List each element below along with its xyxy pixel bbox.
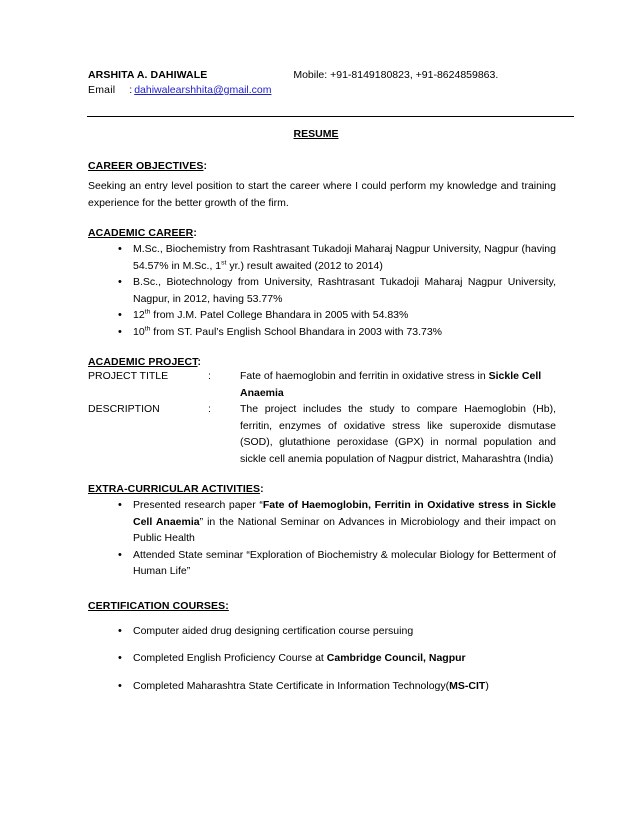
project-description-label: DESCRIPTION xyxy=(88,403,160,415)
header-divider xyxy=(87,116,574,117)
project-description-row xyxy=(88,401,558,467)
list-item xyxy=(88,274,556,307)
project-description-colon: : xyxy=(208,403,211,415)
academic-career-heading xyxy=(88,227,558,239)
page-title: RESUME xyxy=(293,128,339,140)
academic-project-heading xyxy=(88,356,558,368)
item-text-pre: Presented research paper “ xyxy=(133,499,263,511)
extra-curricular-heading xyxy=(88,483,558,495)
extra-curricular-list xyxy=(88,497,558,580)
list-item xyxy=(88,650,556,667)
header-contact-row xyxy=(88,68,558,83)
academic-career-heading-text: ACADEMIC CAREER xyxy=(88,227,194,239)
item-text-post: from J.M. Patel College Bhandara in 2005 with 54.83% xyxy=(150,309,409,321)
project-title-value-text: Fate of haemoglobin and ferritin in oxidative stress in xyxy=(240,370,489,382)
item-text-pre: M.Sc., Biochemistry from Rashtrasant Tukadoji Maharaj Nagpur University, Nagpur (having 54.57% in M.Sc., 1 xyxy=(133,243,556,272)
item-text-post: ” in the National Seminar on Advances in Microbiology and their impact on Public Health xyxy=(133,515,556,544)
academic-project-heading-colon: : xyxy=(197,356,202,368)
list-item xyxy=(88,241,556,274)
email-separator: : xyxy=(129,84,133,96)
section-certification-courses xyxy=(88,600,558,695)
candidate-name: ARSHITA A. DAHIWALE xyxy=(88,69,208,81)
item-text-pre: 10 xyxy=(133,325,145,338)
mobile-numbers: Mobile: +91-8149180823, +91-8624859863. xyxy=(293,69,499,81)
project-title-row xyxy=(88,368,558,401)
item-superscript: th xyxy=(144,325,151,332)
project-title-colon: : xyxy=(208,370,211,382)
career-objectives-heading xyxy=(88,160,558,172)
list-item xyxy=(88,623,556,640)
career-objectives-text: Seeking an entry level position to start the career where I could perform my knowledge and training experience for the better growth of the firm. xyxy=(88,180,556,209)
header-email-row xyxy=(88,83,558,98)
item-text-bold: Fate of Haemoglobin, Ferritin in Oxidative stress in Sickle Cell Anaemia xyxy=(133,499,556,528)
list-item xyxy=(88,307,556,324)
item-text-post: from ST. Paul’s English School Bhandara in 2003 with 73.73% xyxy=(150,325,443,338)
item-superscript: st xyxy=(221,259,227,266)
academic-project-heading-text: ACADEMIC PROJECT xyxy=(88,356,198,368)
certification-courses-heading xyxy=(88,600,558,612)
section-academic-career xyxy=(88,227,558,340)
certification-courses-heading-text: CERTIFICATION COURSES: xyxy=(88,599,229,612)
project-title-value-bold: Sickle Cell Anaemia xyxy=(240,370,542,399)
list-item xyxy=(88,678,556,695)
career-objectives-heading-text: CAREER OBJECTIVES xyxy=(88,160,204,172)
email-link[interactable]: dahiwalearshhita@gmail.com xyxy=(134,84,272,96)
item-text-post: ) xyxy=(485,679,489,692)
item-text-bold: MS-CIT xyxy=(449,679,486,692)
item-text-pre: B.Sc., Biotechnology from University, Rashtrasant Tukadoji Maharaj Nagpur University, Nagpur, in 2012, having 53.77% xyxy=(133,276,556,305)
extra-curricular-heading-text: EXTRA-CURRICULAR ACTIVITIES xyxy=(88,483,261,495)
academic-career-list xyxy=(88,241,558,340)
item-text-post: yr.) result awaited (2012 to 2014) xyxy=(226,259,383,272)
section-career-objectives xyxy=(88,160,558,211)
email-label: Email xyxy=(88,84,116,96)
section-academic-project xyxy=(88,356,558,467)
list-item xyxy=(88,497,556,547)
item-text-pre: Attended State seminar “Exploration of Biochemistry & molecular Biology for Betterment of Human Life” xyxy=(133,548,556,577)
item-text-pre: Completed Maharashtra State Certificate in Information Technology( xyxy=(133,679,450,692)
extra-curricular-heading-colon: : xyxy=(260,483,264,495)
section-extra-curricular xyxy=(88,483,558,580)
list-item xyxy=(88,547,556,580)
project-title-label: PROJECT TITLE xyxy=(88,370,169,382)
item-text-pre: Completed English Proficiency Course at xyxy=(133,652,327,664)
item-text-pre: 12 xyxy=(133,309,145,321)
project-title-value xyxy=(240,368,556,401)
career-objectives-heading-colon: : xyxy=(203,160,208,172)
item-text-pre: Computer aided drug designing certification course persuing xyxy=(133,624,414,637)
project-description-value: The project includes the study to compare Haemoglobin (Hb), ferritin, enzymes of oxidative stress like superoxide dismutase (SOD), glutathione peroxidase (GPX) in normal population and sickle cell anemia population of Nagpur district, Maharashtra (India) xyxy=(240,403,556,465)
item-superscript: th xyxy=(144,308,151,316)
list-item xyxy=(88,324,556,341)
item-text-bold: Cambridge Council, Nagpur xyxy=(326,652,466,664)
academic-career-heading-colon: : xyxy=(193,227,197,239)
certification-courses-list xyxy=(88,623,558,695)
document-content xyxy=(88,68,558,705)
